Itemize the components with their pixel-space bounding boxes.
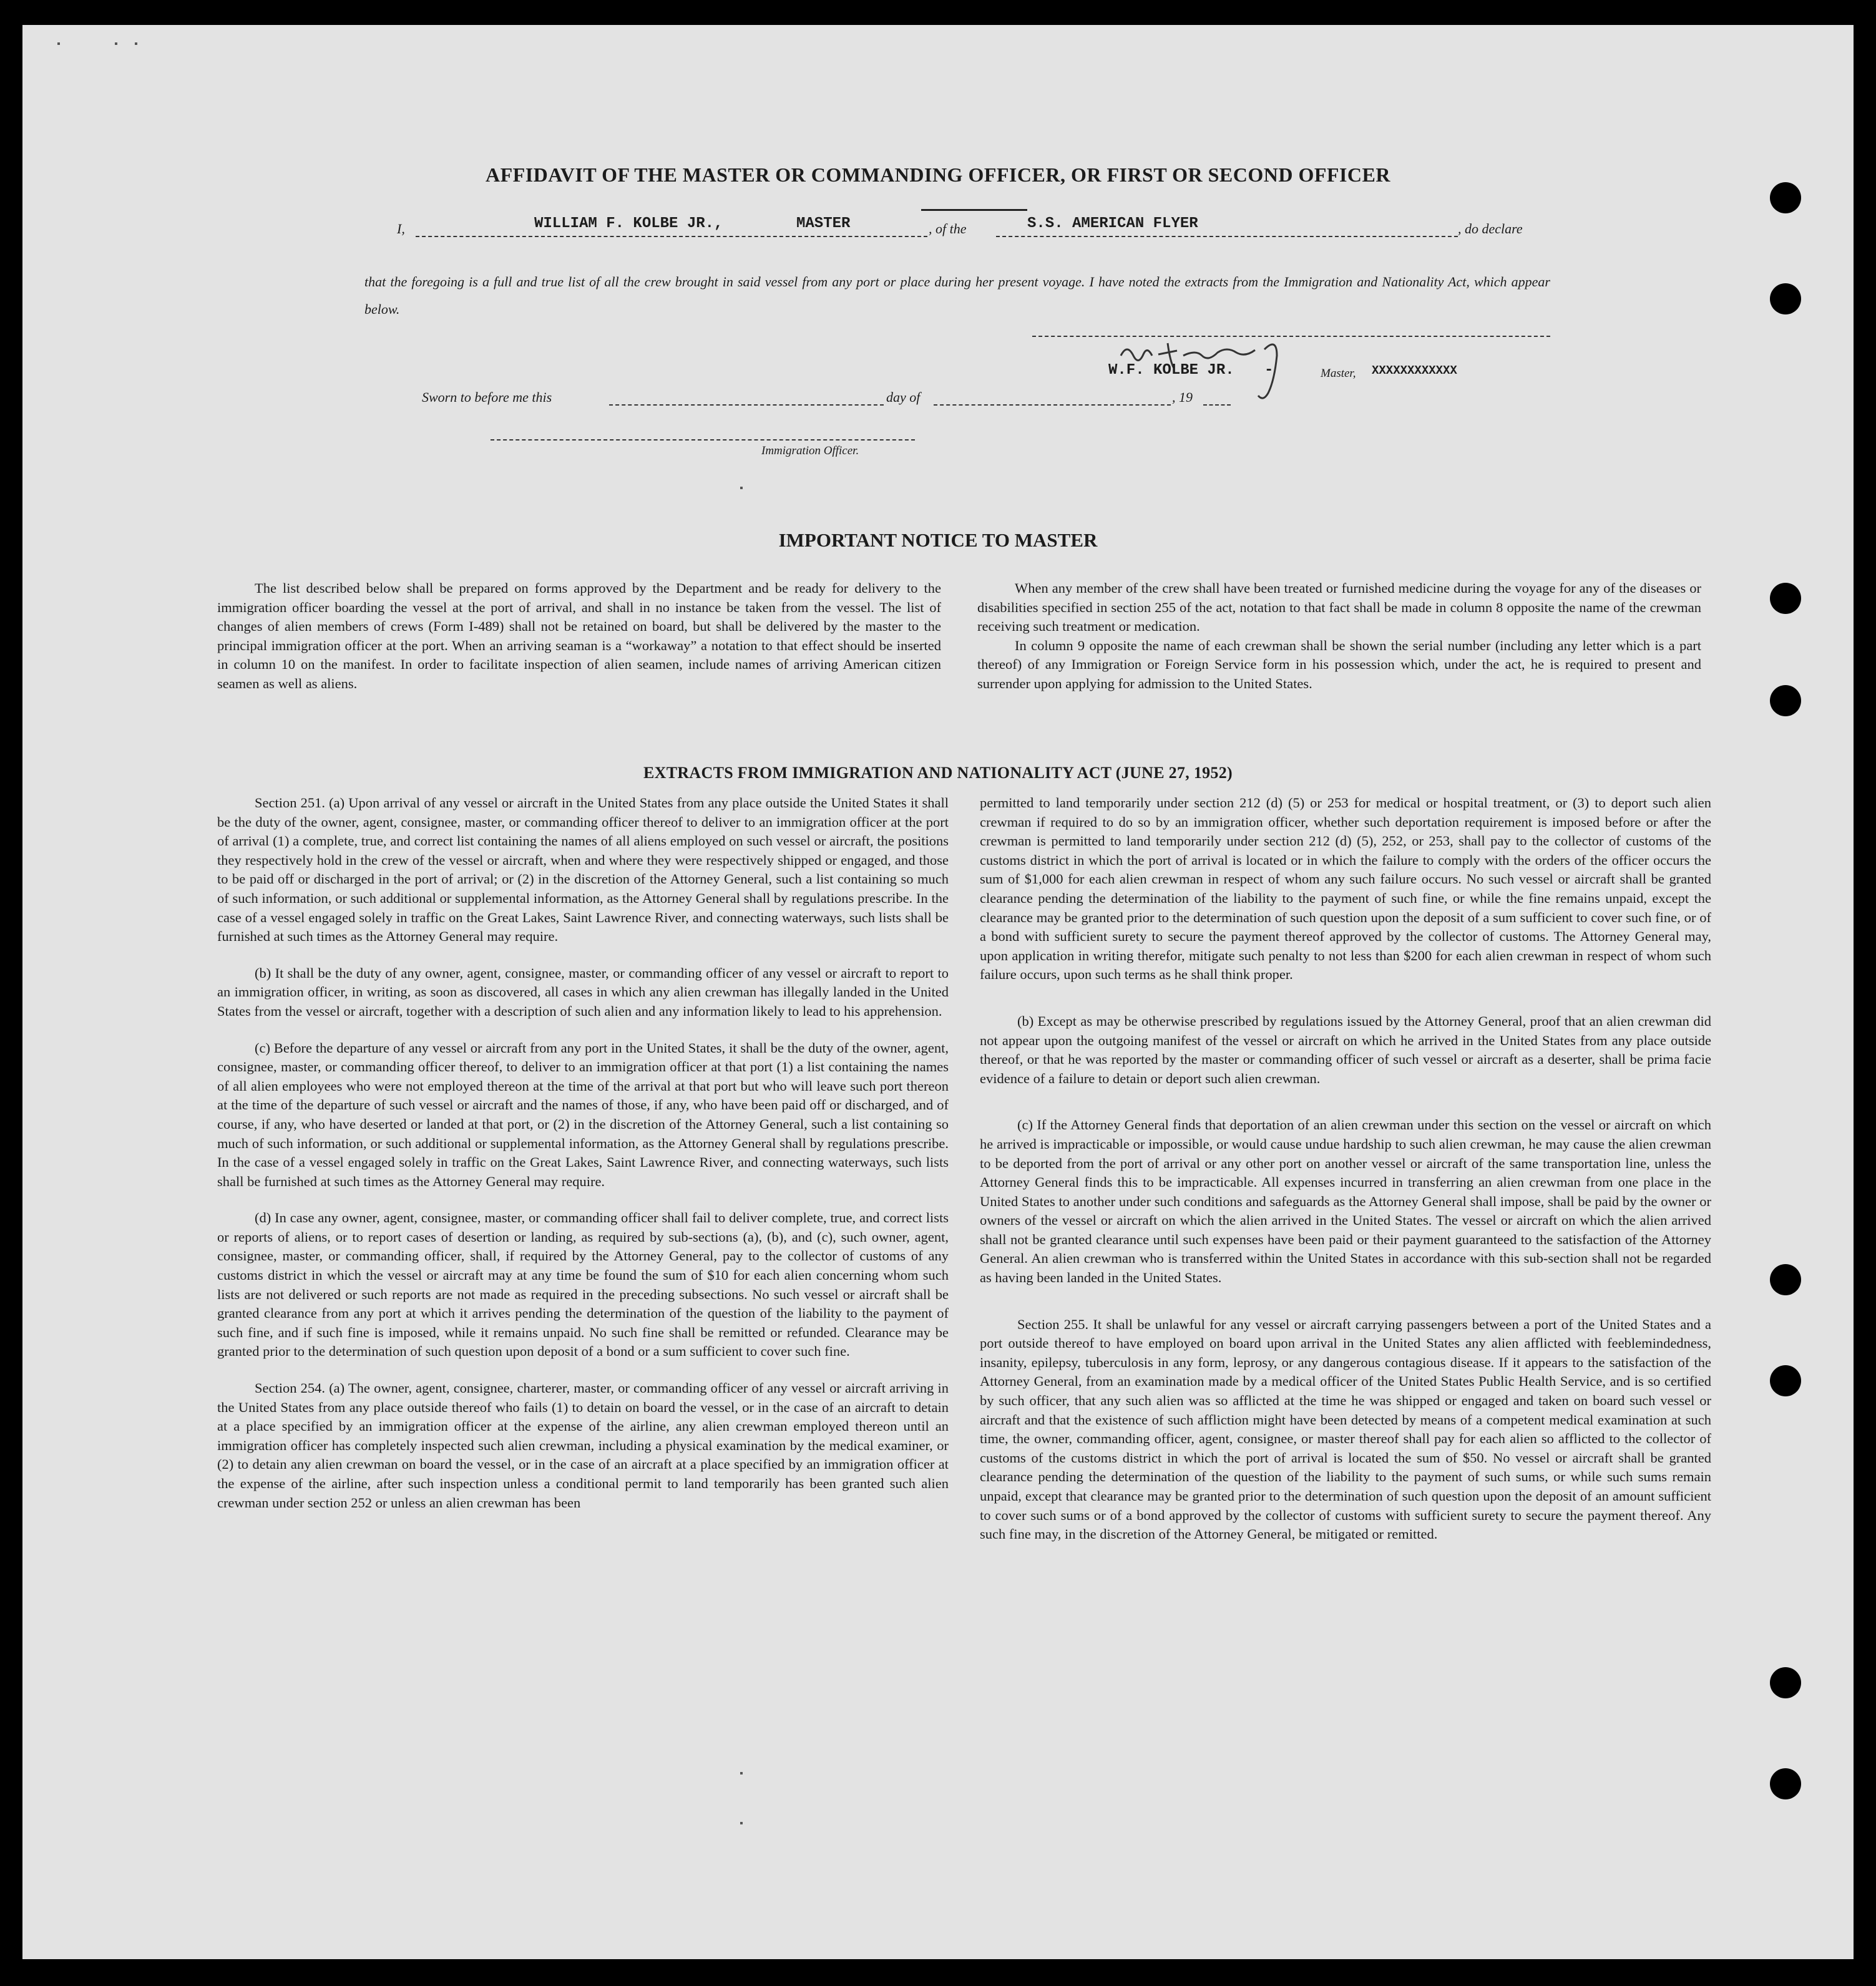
notice-paragraph: The list described below shall be prepared on forms approved by the Department and be ready for delivery to the immigration officer boarding the vessel at the port of arrival, and shall in no instance be taken from the vessel. The list of changes of alien members of crews (Form I-489) shall not be retained on board, but shall be delivered by the master to the principal immigration officer at the port. When an arriving seaman is a “workaway” a notation to that effect should be inserted in column 10 on the manifest. In order to facilitate inspection of alien seamen, include names of arriving American citizen seamen as well as aliens. xyxy=(217,580,941,691)
vessel-name: S.S. AMERICAN FLYER xyxy=(1027,215,1198,232)
scan-speck xyxy=(740,487,743,489)
master-struck-title: XXXXXXXXXXXX xyxy=(1372,364,1457,377)
section-254-a: Section 254. (a) The owner, agent, consignee, charterer, master, or commanding officer of any vessel or aircraft arriving in the United States from any place outside thereof who fails (1) to detain on board the vessel, or in the case of an aircraft to detain at a place specified by an immigration officer at the expense of the airline, any alien crewman employed thereon until an immigration officer has completely inspected such alien crewman, including a physical examination by the medical examiner, or (2) to detain any alien crewman on board the vessel, or in the case of an aircraft at a place specified by an immigration officer at the expense of the airline, after such inspection unless a conditional permit to land temporarily has been granted such alien crewman under section 252 or unless an alien crewman has been xyxy=(217,1380,949,1511)
section-251-d: (d) In case any owner, agent, consignee, master, or commanding officer shall fail to deliver complete, true, and correct lists or reports of aliens, or to report cases of desertion or landing, as required by sub-sections (a), (b), and (c), such owner, agent, consignee, master, or commanding officer, shall, if required by the Attorney General, pay to the collector of customs of any customs district in which the vessel or aircraft may at any time be found the sum of $10 for each alien concerning whom such lists are not delivered or such reports are not made as required in the preceding subsections. No such vessel or aircraft shall be granted clearance from any port at which it arrives pending the determination of the question of the liability to the payment of such fine, and if such fine is imposed, while it remains unpaid. No such fine shall be remitted or refunded. Clearance may be granted prior to the determination of such question upon deposit of a bond or a sum sufficient to cover such fine. xyxy=(217,1210,949,1360)
sworn-label: Sworn to before me this xyxy=(422,389,552,405)
punch-hole xyxy=(1770,1768,1801,1799)
notice-right-column xyxy=(977,579,1701,694)
section-254-a-continued: permitted to land temporarily under section 212 (d) (5) or 253 for medical or hospital treatment, or (3) to deport such alien crewman if required to do so by an immigration officer, whether such deportation requirement is imposed before or after the crewman is permitted to land temporarily under section 212 (d) (5), 252, or 253, shall pay to the collector of customs of the customs district in which the port of arrival is located or in which the failure to comply with the orders of the officer occurs the sum of $1,000 for each alien crewman in respect of whom any such failure occurs. No such vessel or aircraft shall be granted clearance pending the determination of the liability to the payment of such fine, or while the fine remains unpaid, except the clearance may be granted prior to the determination of such question upon the deposit of a sum sufficient to cover such fine, or of a bond with sufficient surety to secure the payment thereof approved by the collector of customs. The Attorney General may, upon application in writing therefor, mitigate such penalty to not less than $200 for each alien crewman in respect of whom such failure occurs, upon such terms as he shall think proper. xyxy=(980,795,1711,983)
sworn-month-blank xyxy=(934,404,1171,406)
title-rule xyxy=(921,209,1027,211)
of-the-label: , of the xyxy=(929,221,967,236)
section-254-b: (b) Except as may be otherwise prescribed by regulations issued by the Attorney General, proof that an alien crewman did not appear upon the outgoing manifest of the vessel or aircraft on which he arrived in the United States from any place outside thereof, or that he was reported by the master or commanding officer of such vessel or aircraft as a deserter, shall be prima facie evidence of a failure to detain or deport such alien crewman. xyxy=(980,1013,1711,1086)
section-251-a: Section 251. (a) Upon arrival of any vessel or aircraft in the United States from any place outside the United States it shall be the duty of the owner, agent, consignee, master, or commanding officer thereof to deliver to an immigration officer at the port of arrival (1) a complete, true, and correct list containing the names of all aliens employed on such vessel or aircraft, the positions they respectively hold in the crew of the vessel or aircraft, when and where they were respectively shipped or engaged, and those to be paid off or discharged in the port of arrival; or (2) in the discretion of the Attorney General, such a list containing so much of such information, or such additional or supplemental information, as the Attorney General shall by regulations prescribe. In the case of a vessel engaged solely in traffic on the Great Lakes, Saint Lawrence River, and connecting waterways, such lists shall be furnished at such times as the Attorney General may require. xyxy=(217,795,949,945)
punch-hole xyxy=(1770,182,1801,213)
punch-hole xyxy=(1770,283,1801,314)
extracts-right-column xyxy=(980,794,1711,1544)
declare-suffix: , do declare xyxy=(1458,221,1523,236)
officer-label: Immigration Officer. xyxy=(761,444,859,457)
sworn-day-blank xyxy=(609,404,884,406)
scan-speck xyxy=(115,42,117,45)
scan-speck xyxy=(740,1822,743,1824)
punch-hole xyxy=(1770,1667,1801,1698)
name-blank xyxy=(416,236,927,237)
scan-speck xyxy=(135,42,137,45)
punch-hole xyxy=(1770,1365,1801,1396)
section-254-c: (c) If the Attorney General finds that deportation of an alien crewman under this section on the vessel or aircraft on which he arrived is impracticable or impossible, or would cause undue hardship to such alien crewman, he may cause the alien crewman to be deported from the port of arrival or any other port on another vessel or aircraft of the same transportation line, unless the Attorney General finds this to be impracticable. All expenses incurred in transferring an alien crewman from one place in the United States to another under such conditions and safeguards as the Attorney General shall impose, shall be paid by the owner or owners of the vessel or aircraft on which the alien arrived in the United States. The vessel or aircraft on which the alien arrived shall not be granted clearance until such expenses have been paid or their payment guaranteed to the satisfaction of the Attorney General. An alien crewman who is transferred within the United States in accordance with this sub-section shall not be regarded as having been landed in the United States. xyxy=(980,1117,1711,1286)
year-blank xyxy=(1203,404,1231,406)
scan-speck xyxy=(57,42,60,45)
scan-speck xyxy=(740,1772,743,1774)
day-of-label: day of xyxy=(886,389,921,405)
punch-hole xyxy=(1770,685,1801,716)
master-label: Master, xyxy=(1321,367,1356,380)
section-251-c: (c) Before the departure of any vessel or aircraft from any port in the United States, it shall be the duty of the owner, agent, consignee, master, or commanding officer thereof, to deliver to an immigration officer at that port (1) a list containing the names of all alien employees who were not employed thereon at the time of the arrival at that port but who will leave such port thereon at the time of the departure of such vessel or aircraft and the names of those, if any, who have been paid off or discharged, and of course, if any, who have deserted or landed at that port, or (2) in the discretion of the Attorney General, such a list containing so much of such information, or such additional or supplemental information, as the Attorney General shall by regulations prescribe. In the case of a vessel engaged solely in traffic on the Great Lakes, Saint Lawrence River, and connecting waterways, such lists shall be furnished at such times as the Attorney General may require. xyxy=(217,1039,949,1189)
section-251-b: (b) It shall be the duty of any owner, agent, consignee, master, or commanding officer of any vessel or aircraft to report to an immigration officer, in writing, as soon as discovered, all cases in which any alien crewman has illegally landed in the United States from the vessel or aircraft, together with a description of such alien and any information likely to lead to his apprehension. xyxy=(217,965,949,1019)
vessel-blank xyxy=(996,236,1458,237)
extracts-left-column xyxy=(217,794,949,1512)
affidavit-title: AFFIDAVIT OF THE MASTER OR COMMANDING OFFICER, OR FIRST OR SECOND OFFICER xyxy=(486,163,1390,186)
master-rank: MASTER xyxy=(796,215,851,232)
signature-dash: - xyxy=(1264,362,1274,379)
declare-prefix: I, xyxy=(397,221,405,236)
section-255: Section 255. It shall be unlawful for any vessel or aircraft carrying passengers between a port of the United States and a port outside thereof to have employed on board upon arrival in the United States any alien afflicted with feeblemindedness, insanity, epilepsy, tuberculosis in any form, leprosy, or any dangerous contagious disease. If it appears to the satisfaction of the Attorney General, from an examination made by a medical officer of the United States Public Health Service, and is so certified by such officer, that any such alien was so afflicted at the time he was shipped or engaged and taken on board such vessel or aircraft and that the existence of such affliction might have been detected by means of a competent medical examination at such time, the owner, commanding officer, agent, consignee, or master thereof shall pay for each alien so afflicted to the collector of customs of the customs district in which the port of arrival is located the sum of $50. No vessel or aircraft shall be granted clearance pending the determination of the question of the liability to the payment of such sums, or while such sums remain unpaid, except that clearance may be granted prior to the determination of such question upon the deposit of an amount sufficient to cover such sums or of a bond approved by the collector of customs with sufficient surety to secure the payment thereof. Any such fine may, in the discretion of the Attorney General, be mitigated or remitted. xyxy=(980,1316,1711,1542)
punch-hole xyxy=(1770,583,1801,614)
year-label: , 19 xyxy=(1172,389,1193,405)
officer-signature-line xyxy=(491,439,915,441)
extracts-title: EXTRACTS FROM IMMIGRATION AND NATIONALITY ACT (JUNE 27, 1952) xyxy=(643,764,1233,782)
master-name: WILLIAM F. KOLBE JR., xyxy=(534,215,723,232)
notice-paragraph: In column 9 opposite the name of each crewman shall be shown the serial number (including any letter which is a part thereof) of any Immigration or Foreign Service form in his possession which, under the act, he is required to present and surrender upon applying for admission to the United States. xyxy=(977,637,1701,691)
document-page xyxy=(22,25,1854,1959)
signature-typed-name: W.F. KOLBE JR. xyxy=(1108,362,1234,379)
notice-paragraph: When any member of the crew shall have been treated or furnished medicine during the voyage for any of the diseases or disabilities specified in section 255 of the act, notation to that fact shall be made in column 8 opposite the name of the crewman receiving such treatment or medication. xyxy=(977,580,1701,635)
notice-left-column xyxy=(217,579,941,694)
notice-title: IMPORTANT NOTICE TO MASTER xyxy=(778,529,1098,551)
declaration-statement: that the foregoing is a full and true list of all the crew brought in said vessel from any port or place during her present voyage. I have noted the extracts from the Immigration and Nationality Act, which appear below. xyxy=(364,274,1550,317)
punch-hole xyxy=(1770,1264,1801,1295)
